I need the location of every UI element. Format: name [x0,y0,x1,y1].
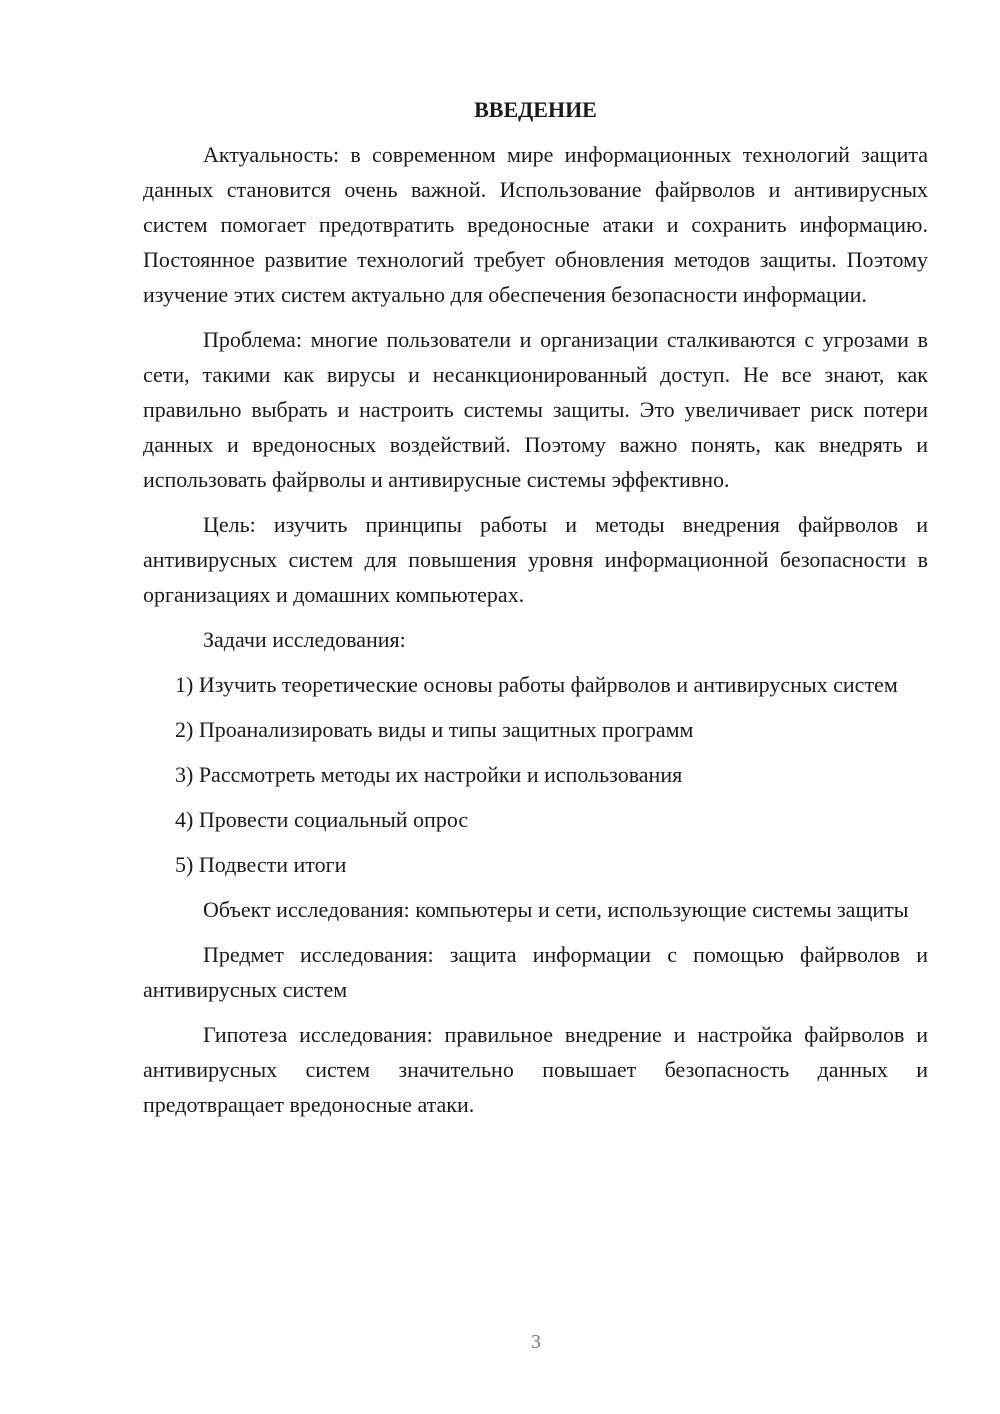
document-body [143,92,928,1132]
paragraph-relevance: Актуальность: в современном мире информационных технологий защита данных становится очень важной. Использование файрволов и антивирусных систем помогает предотвратить вредоносные атаки и сохранить информацию. Постоянное развитие технологий требует обновления методов защиты. Поэтому изучение этих систем актуально для обеспечения безопасности информации. [143,142,928,307]
paragraph-object: Объект исследования: компьютеры и сети, использующие системы защиты [203,897,909,922]
tasks-heading: Задачи исследования: [203,627,406,652]
paragraph-goal: Цель: изучить принципы работы и методы внедрения файрволов и антивирусных систем для повышения уровня информационной безопасности в организациях и домашних компьютерах. [143,512,928,607]
tasks-list [143,667,928,882]
paragraph-subject: Предмет исследования: защита информации с помощью файрволов и антивирусных систем [143,942,928,1002]
paragraph-hypothesis: Гипотеза исследования: правильное внедрение и настройка файрволов и антивирусных систем значительно повышает безопасность данных и предотвращает вредоносные атаки. [143,1022,928,1117]
list-item: 1) Изучить теоретические основы работы файрволов и антивирусных систем [175,672,898,697]
list-item: 2) Проанализировать виды и типы защитных программ [175,717,694,742]
list-item: 3) Рассмотреть методы их настройки и использования [175,762,683,787]
page-title: ВВЕДЕНИЕ [474,97,597,122]
paragraph-problem: Проблема: многие пользователи и организации сталкиваются с угрозами в сети, такими как вирусы и несанкционированный доступ. Не все знают, как правильно выбрать и настроить системы защиты. Это увеличивает риск потери данных и вредоносных воздействий. Поэтому важно понять, как внедрять и использовать файрволы и антивирусные системы эффективно. [143,327,928,492]
page-number: 3 [531,1331,541,1353]
list-item: 5) Подвести итоги [175,852,347,877]
list-item: 4) Провести социальный опрос [175,807,469,832]
